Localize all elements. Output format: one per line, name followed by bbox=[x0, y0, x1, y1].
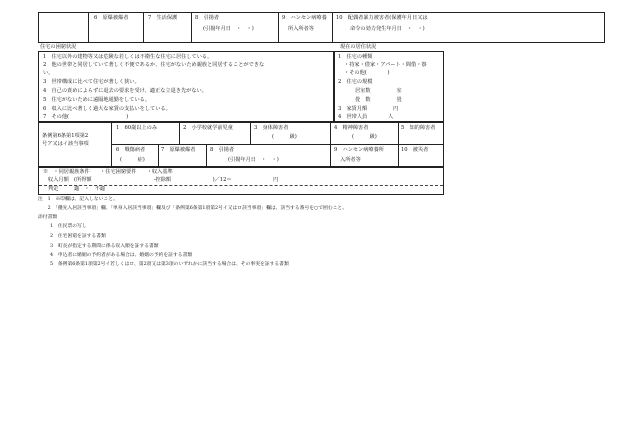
housing-item-1[interactable]: 1 住宅以外の建物等又は危険な若しくは不衛生な住宅に居住している。 bbox=[43, 54, 213, 60]
divider bbox=[143, 12, 144, 43]
ordinance-opt-5[interactable]: 5 知的障害者 bbox=[401, 125, 436, 131]
top-option-10-date: 命令の効力発生年月日 ・ ・) bbox=[350, 26, 425, 32]
divider bbox=[111, 144, 444, 145]
attachment-2: 2 住宅困窮を証する書類 bbox=[50, 234, 106, 239]
divider bbox=[330, 144, 331, 167]
ordinance-opt-4[interactable]: 4 精神障害者 bbox=[334, 125, 369, 131]
housing-item-7[interactable]: 7 その他( ) bbox=[43, 114, 129, 120]
housing-item-4[interactable]: 4 自己の責めによらずに退去の要求を受け、適正な立退き先がない。 bbox=[43, 88, 207, 94]
current-line-5: 居室数 室 bbox=[355, 88, 402, 94]
current-line-4: 2 住宅の規模 bbox=[338, 79, 373, 85]
office-line-3: 判定 適 ・ 不適 bbox=[48, 186, 106, 192]
divider bbox=[398, 144, 399, 167]
housing-section-title: 住宅の困窮状況 bbox=[40, 44, 77, 50]
current-section-title: 現在の居住状況 bbox=[340, 44, 377, 50]
current-line-3[interactable]: ・その他( ) bbox=[344, 70, 390, 76]
divider bbox=[111, 122, 112, 167]
ordinance-opt-9[interactable]: 9 ハンセン病療養所 bbox=[334, 147, 384, 153]
divider bbox=[332, 12, 333, 43]
ordinance-opt-6-grade: ( 症) bbox=[120, 157, 145, 163]
attachments-title: 添付書類 bbox=[38, 215, 58, 220]
top-option-10[interactable]: 10 配偶者暴力被害者(保護年月日又は bbox=[336, 15, 428, 21]
ordinance-opt-9b: 入所者等 bbox=[340, 157, 361, 163]
housing-item-2[interactable]: 2 他の世帯と同居していて著しく不便であるか、住宅がないため親族と同居することができな bbox=[43, 62, 265, 68]
divider bbox=[206, 144, 207, 167]
attachment-4: 4 申込者に婚姻の予約者がある場合は、婚姻の予約を証する書類 bbox=[50, 253, 193, 258]
attachment-1: 1 住民票の写し bbox=[50, 224, 87, 229]
ordinance-opt-8[interactable]: 8 引揚者 bbox=[210, 147, 235, 153]
current-line-7: 3 家賃月額 円 bbox=[338, 106, 399, 112]
divider bbox=[158, 144, 159, 167]
divider bbox=[88, 12, 89, 43]
housing-item-6[interactable]: 6 収入に比べ著しく過大な家賃の支払いをしている。 bbox=[43, 106, 171, 112]
housing-item-2-cont: い。 bbox=[43, 70, 54, 76]
office-line-1: ※ ・同居親族条件 ・住宅困窮要件 ・収入基準 bbox=[43, 169, 173, 175]
ordinance-opt-2[interactable]: 2 小学校就学前児童 bbox=[183, 125, 233, 131]
top-option-7[interactable]: 7 生活保護 bbox=[148, 15, 178, 21]
note-1: 注 1 ※印欄は、記入しないこと。 bbox=[38, 197, 118, 202]
ordinance-opt-7[interactable]: 7 原爆被爆者 bbox=[161, 147, 196, 153]
ordinance-opt-3-grade: ( 級) bbox=[272, 134, 297, 140]
top-option-6[interactable]: 6 原爆被爆者 bbox=[94, 15, 129, 21]
top-option-9[interactable]: 9 ハンセン病療養 bbox=[282, 15, 327, 21]
top-option-8[interactable]: 8 引揚者 bbox=[195, 15, 220, 21]
ordinance-label-2: 号ア又はイ該当事項 bbox=[42, 141, 89, 147]
office-line-2: 収入月額 (所得額 -控除額 )／12＝ 円 bbox=[48, 177, 279, 183]
divider bbox=[330, 122, 331, 144]
current-line-8: 4 世帯人員 人 bbox=[338, 114, 394, 120]
divider bbox=[250, 122, 251, 144]
ordinance-opt-1[interactable]: 1 60歳以上のみ bbox=[116, 125, 158, 131]
housing-item-3[interactable]: 3 世帯構成に比べて住宅が著しく狭い。 bbox=[43, 79, 140, 85]
top-option-8-date: (引揚年月日 ・ ・) bbox=[203, 26, 254, 32]
attachment-3: 3 町長が指定する期間に係る収入額を証する書類 bbox=[50, 244, 159, 249]
ordinance-label-1: 条例第6条第1項第2 bbox=[42, 133, 89, 139]
divider bbox=[278, 12, 279, 43]
divider bbox=[191, 12, 192, 43]
current-line-2[interactable]: ・持家・借家・アパート・間借・寮 bbox=[344, 62, 427, 68]
current-line-6: 畳 数 畳 bbox=[355, 97, 402, 103]
current-line-1: 1 住宅の種類 bbox=[338, 54, 373, 60]
ordinance-opt-3[interactable]: 3 身体障害者 bbox=[254, 125, 289, 131]
ordinance-opt-10[interactable]: 10 被災者 bbox=[401, 147, 429, 153]
attachment-5: 5 条例第6条第1項第2号イ若しくはロ、第2項又は第3項のいずれかに該当する場合は、その事実を証する書類 bbox=[50, 262, 289, 267]
ordinance-opt-8-date: (引揚年月日 ・ ・) bbox=[228, 157, 279, 163]
divider bbox=[179, 122, 180, 144]
note-2: 2 「優先入居該当事項」欄、「単身入居該当事項」欄及び「条例第6条第1項第2号イ又はロ該当事項」欄は、該当する番号を○で囲むこと。 bbox=[38, 206, 348, 211]
ordinance-opt-4-grade: ( 級) bbox=[352, 134, 377, 140]
ordinance-opt-6[interactable]: 6 戦傷病者 bbox=[116, 147, 146, 153]
housing-item-5[interactable]: 5 住宅がないために遠隔地通勤をしている。 bbox=[43, 97, 151, 103]
top-option-9b: 所入所者等 bbox=[288, 26, 314, 32]
divider bbox=[398, 122, 399, 144]
